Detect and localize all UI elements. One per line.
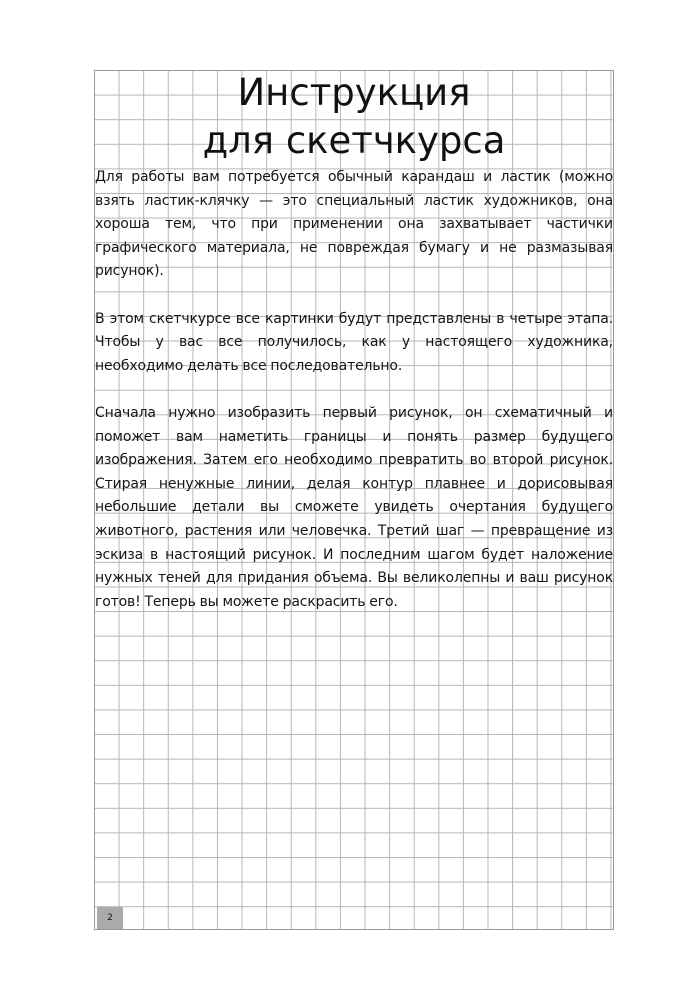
paragraph-materials: Для работы вам потребуется обычный карандаш и ластик (можно взять ластик-клячку — это специальный ластик художников, она хороша тем, что при применении она захватывает частички графического материала, не повреждая бумагу и не размазывая рисунок). [95, 169, 613, 280]
paragraph-stages: В этом скетчкурсе все картинки будут представлены в четыре этапа. Чтобы у вас все получилось, как у настоящего художника, необходимо делать все последовательно. [95, 310, 613, 374]
page-number: 2 [97, 907, 123, 929]
page-title-line-2: для скетчкурса [202, 119, 506, 162]
page-title-line-1: Инструкция [237, 71, 471, 114]
paragraph-steps: Сначала нужно изобразить первый рисунок, он схематичный и поможет вам наметить границы и понять размер будущего изображения. Затем его необходимо превратить во второй рисунок. Стирая ненужные линии, делая контур плавнее и дорисовывая небольшие детали вы сможете увидеть очертания будущего животного, растения или человечка. Третий шаг — превращение из эскиза в настоящий рисунок. И последним шагом будет наложение нужных теней для придания объема. Вы великолепны и ваш рисунок готов! Теперь вы можете раскрасить его. [95, 404, 613, 610]
instruction-text [95, 166, 613, 614]
